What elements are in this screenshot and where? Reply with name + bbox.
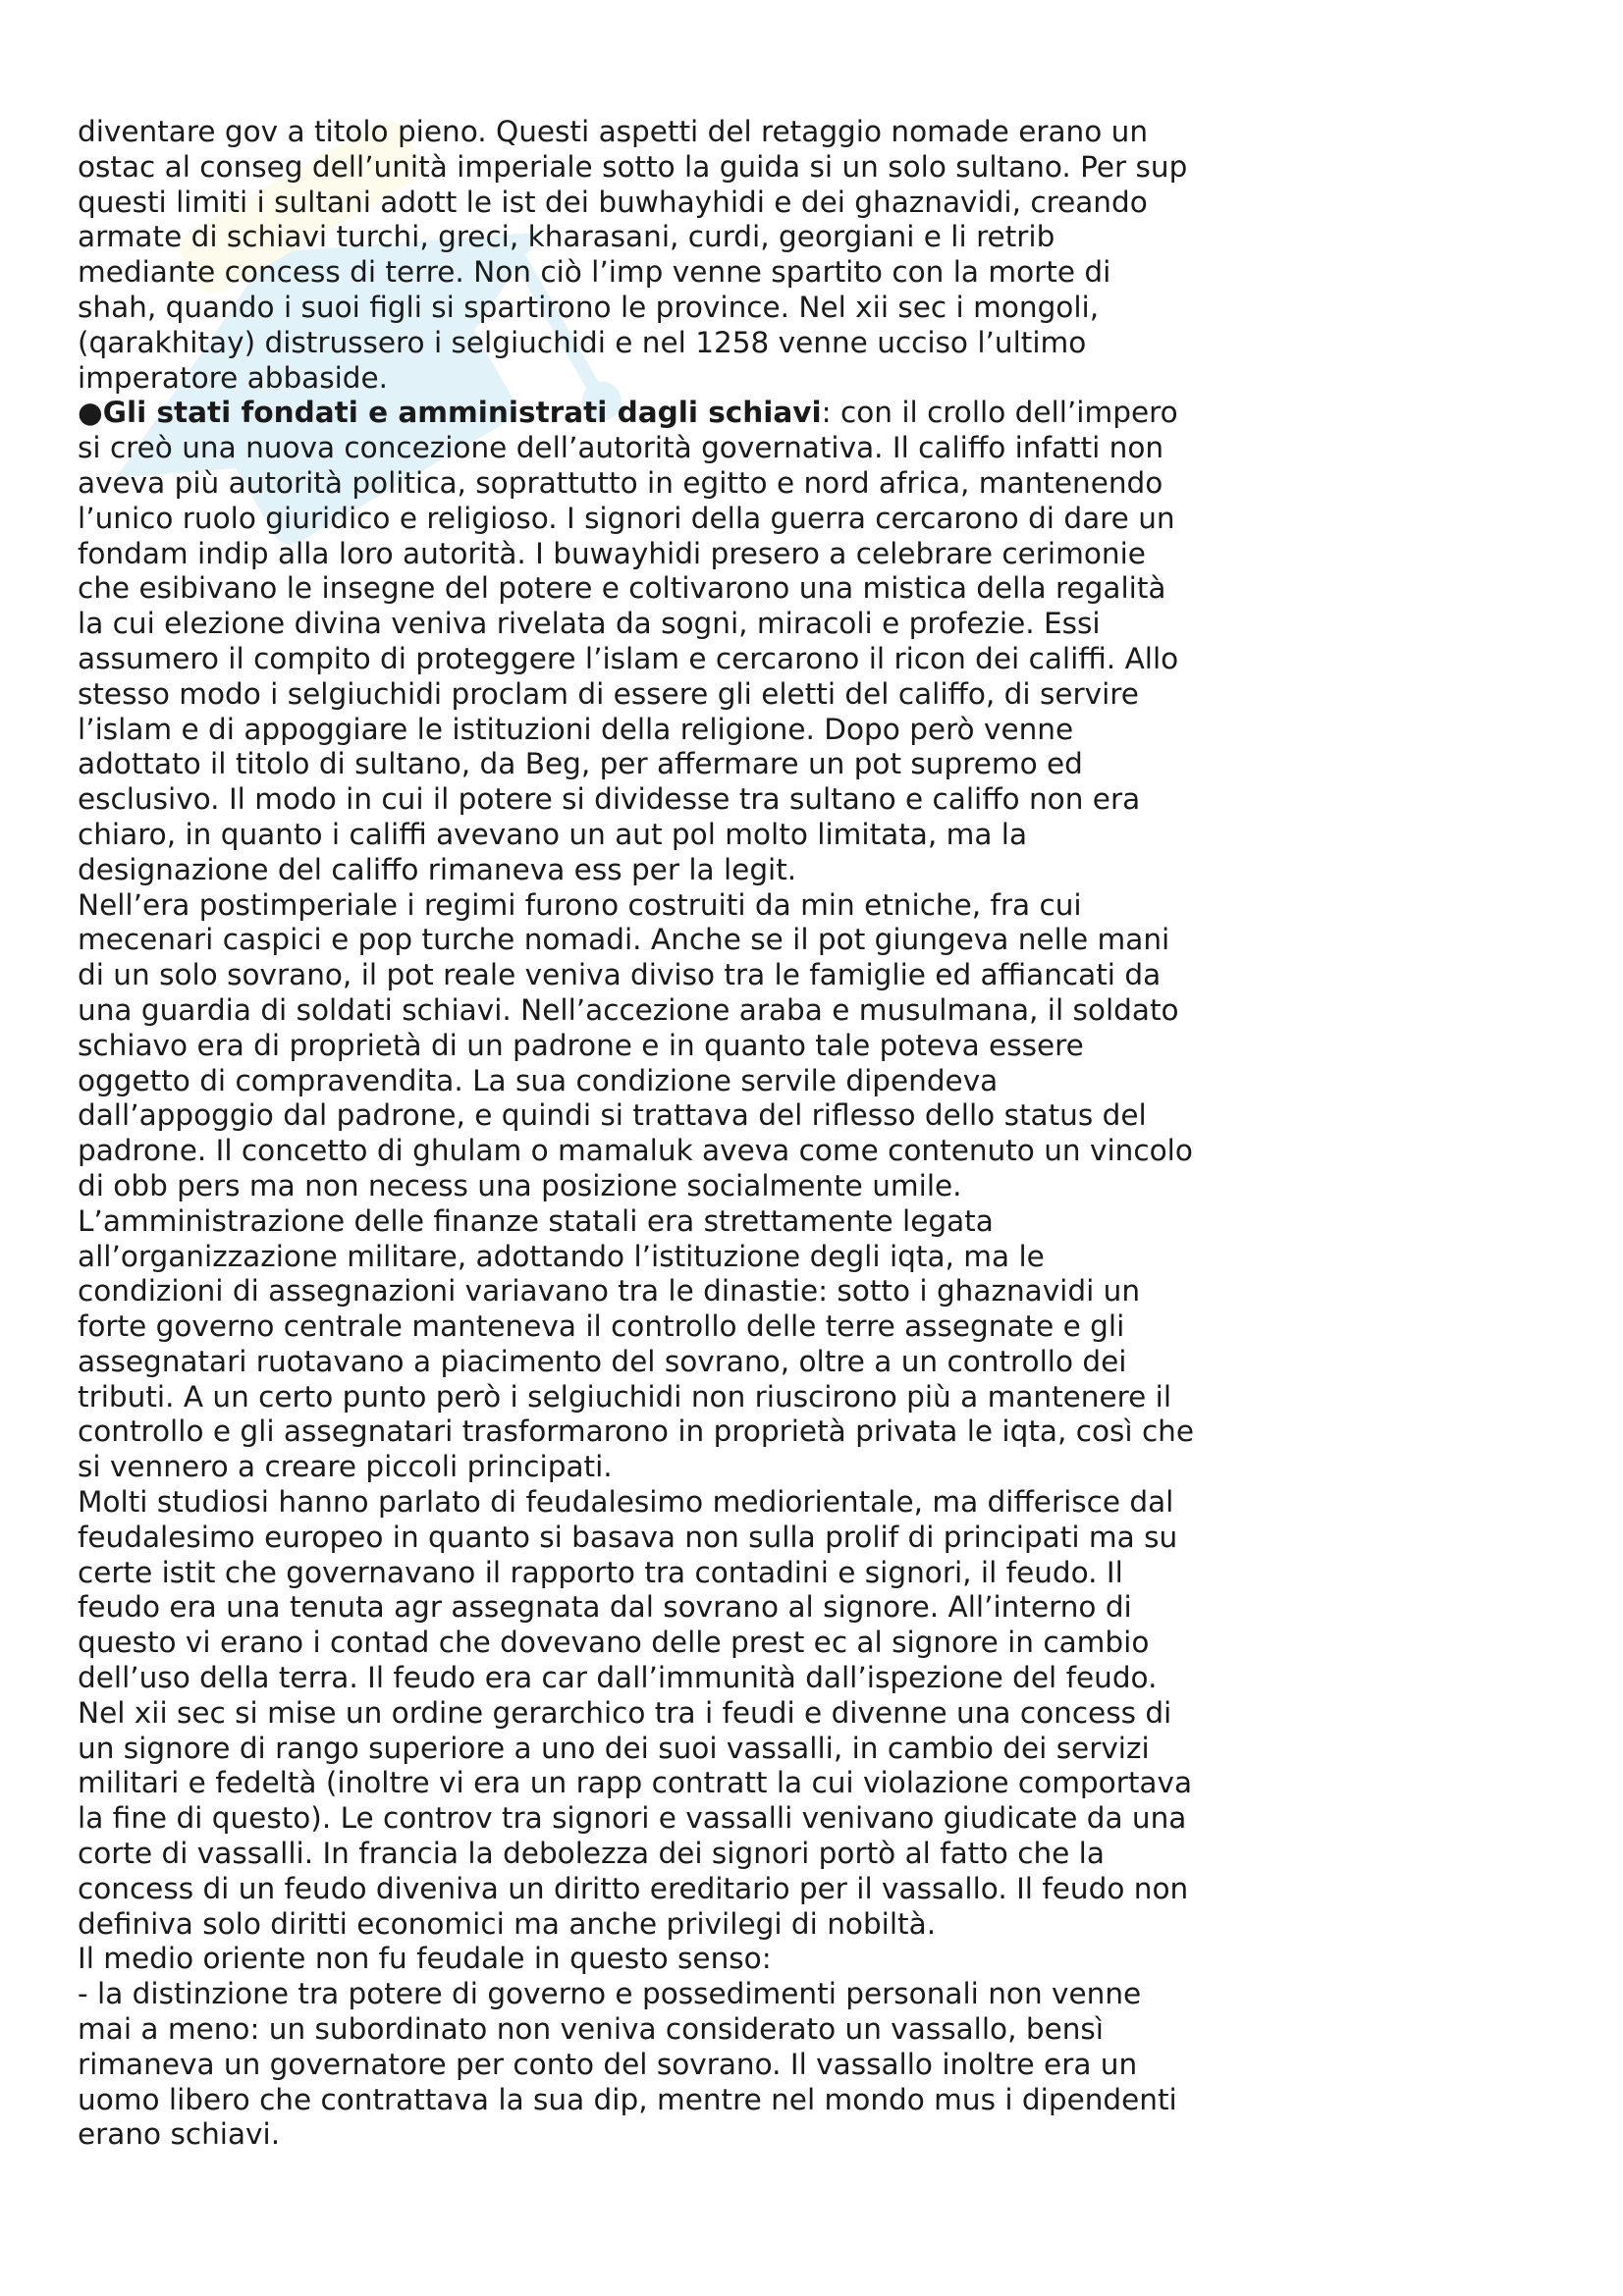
text-line: mecenari caspici e pop turche nomadi. Anche se il pot giungeva nelle mani (78, 923, 1170, 957)
text-line: esclusivo. Il modo in cui il potere si dividesse tra sultano e califfo non era (78, 782, 1141, 817)
text-line: uomo libero che contrattava la sua dip, mentre nel mondo mus i dipendenti (78, 2082, 1177, 2116)
text-line: Molti studiosi hanno parlato di feudalesimo mediorientale, ma differisce dal (78, 1485, 1174, 1520)
paragraph (78, 1204, 1275, 1485)
text-line: la cui elezione divina veniva rivelata da sogni, miracoli e profezie. Essi (78, 607, 1101, 641)
text-line: all’organizzazione militare, adottando l’istituzione degli iqta, ma le (78, 1239, 1045, 1273)
section-heading-line (78, 396, 1275, 431)
text-line: imperatore abbaside. (78, 360, 389, 395)
text-fragment: : con il crollo dell’impero (821, 396, 1178, 430)
text-line: mai a meno: un subordinato non veniva considerato un vassallo, bensì (78, 2012, 1104, 2047)
text-line: feudo era una tenuta agr assegnata dal sovrano al signore. All’interno di (78, 1590, 1132, 1625)
text-line: designazione del califfo rimaneva ess per la legit. (78, 852, 797, 886)
text-line: rimaneva un governatore per conto del sovrano. Il vassallo inoltre era un (78, 2047, 1138, 2081)
text-line: corte di vassalli. In francia la debolezza dei signori portò al fatto che la (78, 1837, 1105, 1871)
paragraph (78, 1485, 1275, 1942)
text-line: assumero il compito di proteggere l’islam e cercarono il ricon dei califfi. Allo (78, 641, 1179, 675)
text-line: stesso modo i selgiuchidi proclam di essere gli eletti del califfo, di servire (78, 676, 1139, 711)
text-line: erano schiavi. (78, 2117, 281, 2152)
text-line: che esibivano le insegne del potere e coltivarono una mistica della regalità (78, 571, 1166, 606)
text-line: forte governo centrale manteneva il controllo delle terre assegnate e gli (78, 1309, 1125, 1344)
text-line: controllo e gli assegnatari trasformarono in proprietà privata le iqta, così che (78, 1415, 1195, 1449)
text-line: schiavo era di proprietà di un padrone e in quanto tale poteva essere (78, 1028, 1084, 1062)
text-line: assegnatari ruotavano a piacimento del sovrano, oltre a un controllo dei (78, 1344, 1127, 1378)
text-line: - la distinzione tra potere di governo e possedimenti personali non venne (78, 1977, 1142, 2011)
text-line: di un solo sovrano, il pot reale veniva diviso tra le famiglie ed affiancati da (78, 958, 1162, 992)
text-line: si vennero a creare piccoli principati. (78, 1450, 613, 1484)
text-line: tributi. A un certo punto però i selgiuchidi non riuscirono più a mantenere il (78, 1379, 1172, 1414)
text-line: armate di schiavi turchi, greci, kharasani, curdi, georgiani e li retrib (78, 220, 1055, 254)
text-line: concess di un feudo diveniva un diritto ereditario per il vassallo. Il feudo non (78, 1871, 1189, 1905)
text-line: certe istit che governavano il rapporto tra contadini e signori, il feudo. Il (78, 1555, 1123, 1589)
section-heading: Gli stati fondati e amministrati dagli schiavi (102, 396, 822, 430)
text-line: l’islam e di appoggiare le istituzioni della religione. Dopo però venne (78, 712, 1074, 746)
text-line: definiva solo diritti economici ma anche privilegi di nobiltà. (78, 1906, 937, 1941)
text-line: questi limiti i sultani adott le ist dei buwhayhidi e dei ghaznavidi, creando (78, 185, 1148, 219)
text-line: fondam indip alla loro autorità. I buwayhidi presero a celebrare cerimonie (78, 536, 1146, 570)
paragraph (78, 888, 1275, 1204)
text-line: aveva più autorità politica, soprattutto in egitto e nord africa, mantenendo (78, 465, 1163, 500)
bullet-icon: ● (78, 396, 103, 430)
text-line: una guardia di soldati schiavi. Nell’accezione araba e musulmana, il soldato (78, 992, 1179, 1027)
text-line: L’amministrazione delle finanze statali era strettamente legata (78, 1203, 994, 1238)
text-line: chiaro, in quanto i califfi avevano un aut pol molto limitata, ma la (78, 817, 1028, 851)
text-line: shah, quando i suoi figli si spartirono le province. Nel xii sec i mongoli, (78, 290, 1100, 324)
text-line: feudalesimo europeo in quanto si basava non sulla prolif di principati ma su (78, 1520, 1178, 1554)
section-slave-states (78, 396, 1275, 887)
text-line: Il medio oriente non fu feudale in questo senso: (78, 1942, 772, 1976)
text-line: di obb pers ma non necess una posizione socialmente umile. (78, 1168, 962, 1202)
text-line: mediante concess di terre. Non ciò l’imp venne spartito con la morte di (78, 255, 1111, 290)
text-line: Nel xii sec si mise un ordine gerarchico tra i feudi e divenne una concess di (78, 1695, 1172, 1730)
text-line: adottato il titolo di sultano, da Beg, per affermare un pot supremo ed (78, 747, 1083, 781)
text-line: oggetto di compravendita. La sua condizione servile dipendeva (78, 1063, 999, 1097)
text-line: diventare gov a titolo pieno. Questi aspetti del retaggio nomade erano un (78, 115, 1149, 148)
text-line: la fine di questo). Le controv tra signori e vassalli venivano giudicate da una (78, 1801, 1187, 1836)
text-line: condizioni di assegnazioni variavano tra le dinastie: sotto i ghaznavidi un (78, 1274, 1141, 1308)
text-line: padrone. Il concetto di ghulam o mamaluk aveva come contenuto un vincolo (78, 1134, 1193, 1168)
text-line: un signore di rango superiore a uno dei suoi vassalli, in cambio dei servizi (78, 1731, 1150, 1765)
text-line: militari e fedeltà (inoltre vi era un rapp contratt la cui violazione comportava (78, 1766, 1193, 1800)
text-line: (qarakhitay) distrussero i selgiuchidi e nel 1258 venne ucciso l’ultimo (78, 325, 1087, 359)
text-line: Nell’era postimperiale i regimi furono costruiti da min etniche, fra cui (78, 887, 1082, 922)
text-line: ostac al conseg dell’unità imperiale sotto la guida si un solo sultano. Per sup (78, 149, 1188, 184)
paragraph (78, 115, 1275, 396)
text-line: questo vi erano i contad che dovevano delle prest ec al signore in cambio (78, 1626, 1150, 1660)
text-line: l’unico ruolo giuridico e religioso. I signori della guerra cercarono di dare un (78, 501, 1175, 535)
text-line: si creò una nuova concezione dell’autorità governativa. Il califfo infatti non (78, 431, 1164, 465)
paragraph (78, 1942, 1275, 2153)
text-line: dell’uso della terra. Il feudo era car dall’immunità dall’ispezione del feudo. (78, 1661, 1158, 1695)
text-line: dall’appoggio dal padrone, e quindi si trattava del riflesso dello status del (78, 1098, 1147, 1133)
document-body (78, 115, 1275, 2153)
